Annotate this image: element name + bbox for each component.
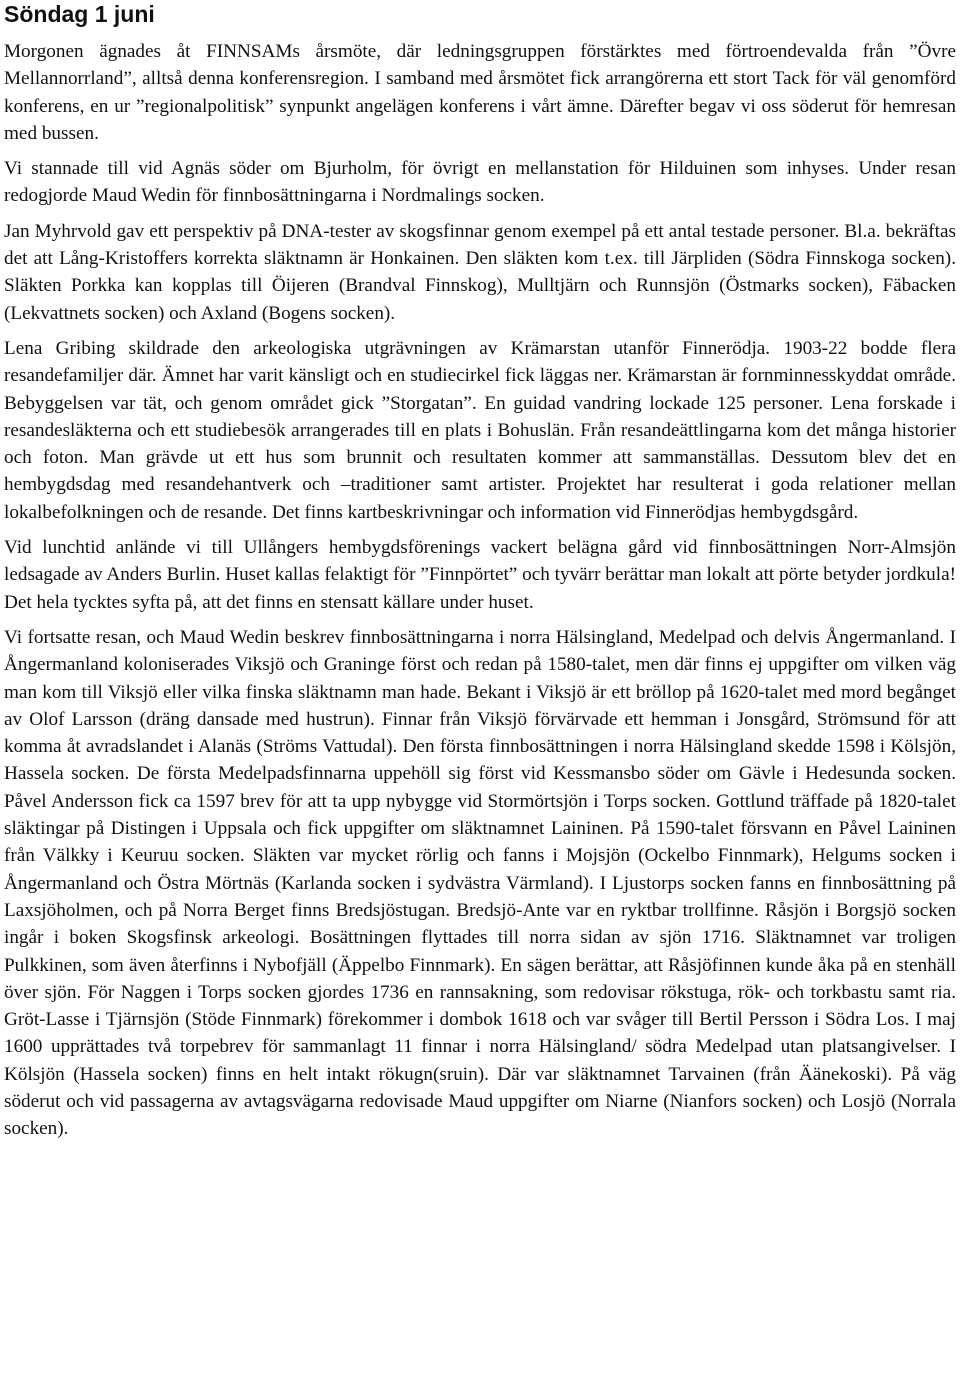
page-title: Söndag 1 juni xyxy=(4,1,155,27)
paragraph-dna-tester: Jan Myhrvold gav ett perspektiv på DNA-tester av skogsfinnar genom exempel på ett antal testade personer. Bl.a. bekräftas det att Lång-Kristoffers korrekta släktnamn är Honkainen. Den släkten kom t.ex. till Järpliden (Södra Finnskoga socken). Släkten Porkka kan kopplas till Öijeren (Brandval Finnskog), Mulltjärn och Runnsjön (Östmarks socken), Fäbacken (Lekvattnets socken) och Axland (Bogens socken). xyxy=(4,220,956,324)
paragraph-ullanger: Vid lunchtid anlände vi till Ullångers hembygdsförenings vackert belägna gård vid finnbosättningen Norr-Almsjön ledsagade av Anders Burlin. Huset kallas felaktigt för ”Finnpörtet” och tyvärr berättar man lokalt att pörte betyder jordkula! Det hela tycktes syfta på, att det finns en stensatt källare under huset. xyxy=(4,537,956,613)
paragraph-finnbosattningar: Vi fortsatte resan, och Maud Wedin beskrev finnbosättningarna i norra Hälsingland, Medelpad och delvis Ångermanland. I Ångermanland koloniserades Viksjö och Graninge först och redan på 1580-talet, men där finns ej uppgifter om vilken väg man kom till Viksjö eller vilka finska släktnamn man hade. Bekant i Viksjö är ett bröllop på 1620-talet med mord begånget av Olof Larsson (dräng dansade med hustrun). Finnar från Viksjö förvärvade ett hemman i Jonsgård, Strömsund för att komma åt avradslandet i Alanäs (Ströms Vattudal). Den första finnbosättningen i norra Hälsingland skedde 1598 i Kölsjön, Hassela socken. De första Medelpadsfinnarna uppehöll sig först vid Kessmansbo söder om Gävle i Hedesunda socken. Påvel Andersson fick ca 1597 brev för att ta upp nybygge vid Stormörtsjön i Torps socken. Gottlund träffade på 1820-talet släktingar på Distingen i Uppsala och fick uppgifter om släktnamnet Laininen. På 1590-talet försvann en Påvel Laininen från Välkky i Keuruu socken. Släkten var mycket rörlig och fanns i Mojsjön (Ockelbo Finnmark), Helgums socken i Ångermanland och Östra Mörtnäs (Karlanda socken i sydvästra Värmland). I Ljustorps socken fanns en finnbosättning på Laxsjöholmen, och på Norra Berget finns Bredsjöstugan. Bredsjö-Ante var en ryktbar trollfinne. Råsjön i Borgsjö socken ingår i boken Skogsfinsk arkeologi. Bosättningen flyttades till norra sidan av sjön 1716. Släktnamnet var troligen Pulkkinen, som även återfinns i Nybofjäll (Äppelbo Finnmark). En sägen berättar, att Råsjöfinnen kunde åka på en stenhäll över sjön. För Naggen i Torps socken gjordes 1736 en rannsakning, som redovisar rökstuga, rök- och torkbastu samt ria. Gröt-Lasse i Tjärnsjön (Stöde Finnmark) förekommer i dombok 1618 och var svåger till Bertil Persson i Södra Los. I maj 1600 upprättades två torpebrev för sammanlagt 11 finnar i norra Hälsingland/ södra Medelpad utan platsangivelser. I Kölsjön (Hassela socken) finns en helt intakt rökugn(sruin). Där var släktnamnet Tarvainen (från Äänekoski). På väg söderut och vid passagerna av avtagsvägarna redovisade Maud uppgifter om Niarne (Nianfors socken) och Losjö (Norrala socken). xyxy=(4,626,956,1140)
paragraph-agnas: Vi stannade till vid Agnäs söder om Bjurholm, för övrigt en mellanstation för Hilduinen som inhyses. Under resan redogjorde Maud Wedin för finnbosättningarna i Nordmalings socken. xyxy=(4,158,956,207)
paragraph-kramarstan: Lena Gribing skildrade den arkeologiska utgrävningen av Krämarstan utanför Finnerödja. 1903-22 bodde flera resandefamiljer där. Ämnet har varit känsligt och en studiecirkel fick läggas ner. Krämarstan är fornminnesskyddat område. Bebyggelsen var tät, och genom området gick ”Storgatan”. En guidad vandring lockade 125 personer. Lena forskade i resandesläkterna och ett studiebesök arrangerades till en plats i Bohuslän. Från resandeättlingarna kom det många historier och foton. Man grävde ut ett hus som brunnit och resultaten kommer att sammanställas. Dessutom blev det en hembygdsdag med resandehantverk och –traditioner samt artister. Projektet har resulterat i goda relationer mellan lokalbefolkningen och de resande. Det finns kartbeskrivningar och information vid Finnerödjas hembygdsgård. xyxy=(4,337,956,523)
paragraph-finnsam-arsmote: Morgonen ägnades åt FINNSAMs årsmöte, där ledningsgruppen förstärktes med förtroendevalda från ”Övre Mellannorrland”, alltså denna konferensregion. I samband med årsmötet fick arrangörerna ett stort Tack för väl genomförd konferens, en ur ”regionalpolitisk” synpunkt angelägen konferens i vårt ämne. Därefter begav vi oss söderut för hemresan med bussen. xyxy=(4,41,956,144)
